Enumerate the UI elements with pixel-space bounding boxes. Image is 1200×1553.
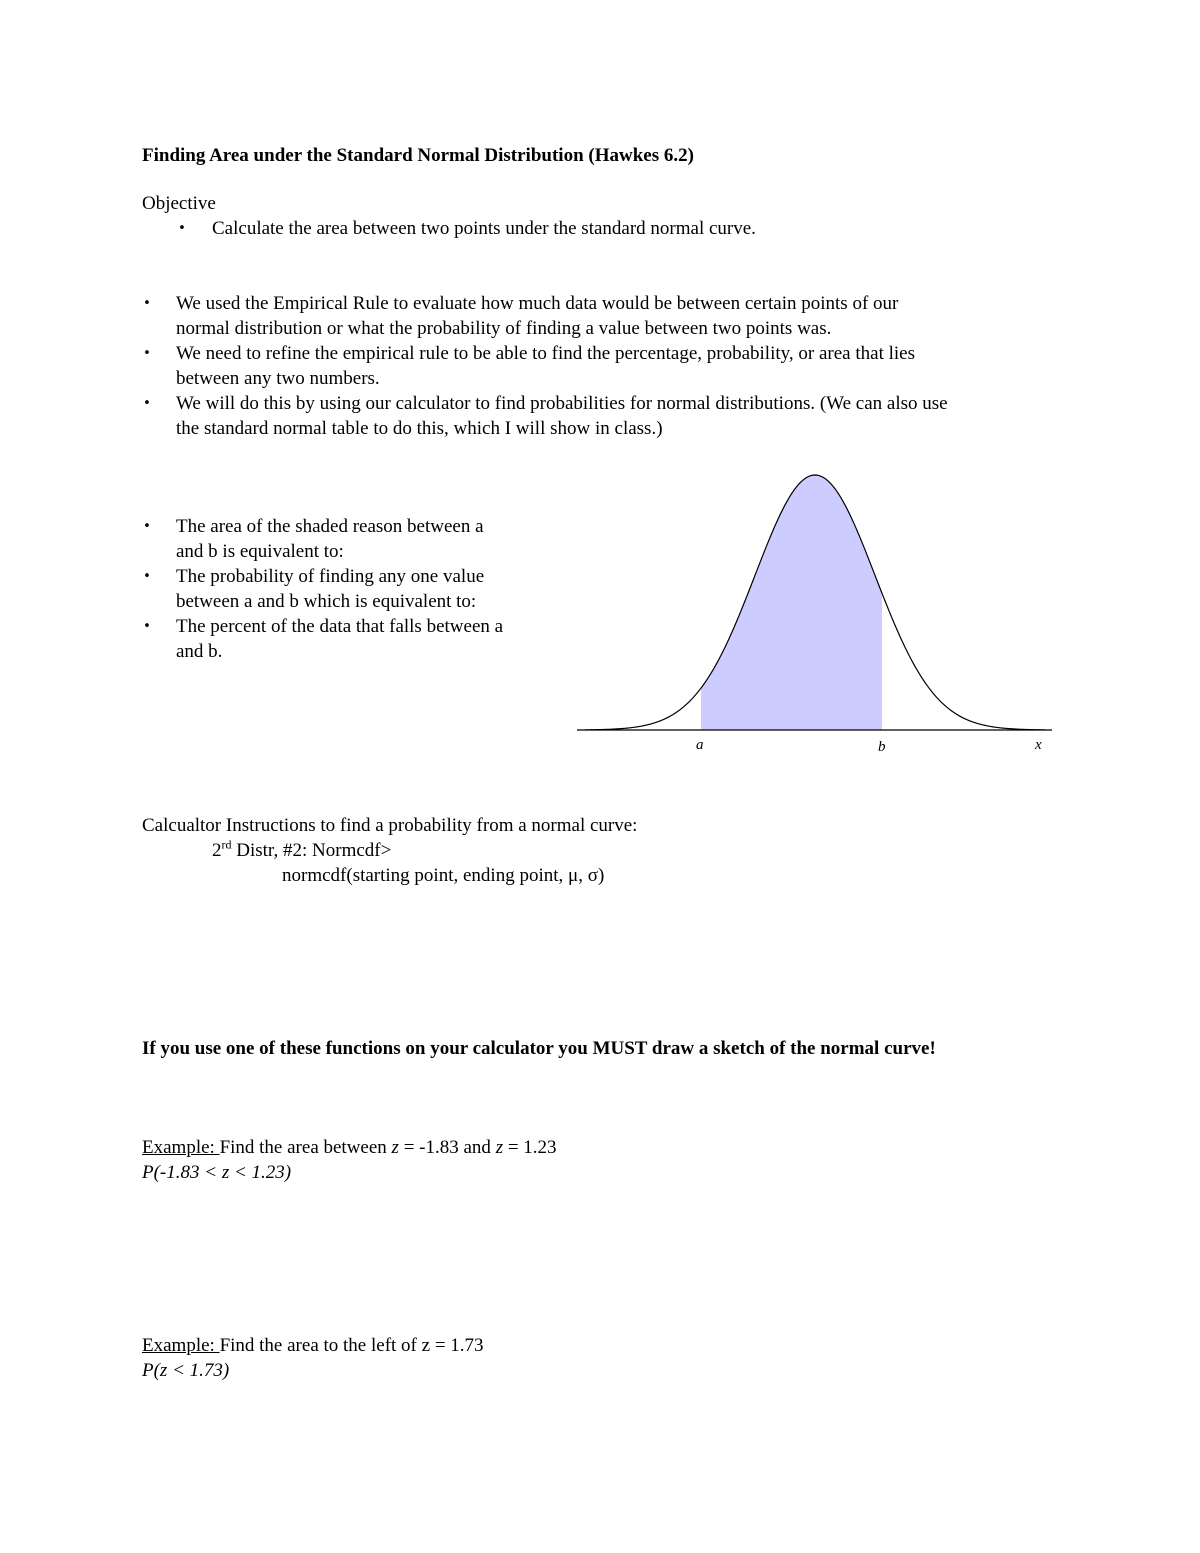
objective-heading: Objective <box>142 193 216 214</box>
step1-superscript: rd <box>221 837 232 852</box>
label-a: a <box>696 737 704 753</box>
objective-item: Calculate the area between two points under the standard normal curve. <box>212 218 756 239</box>
intro-bullet-line: We need to refine the empirical rule to be able to find the percentage, probability, or area that lies <box>176 343 915 364</box>
normal-curve-figure <box>570 465 1060 765</box>
example-label: Example: <box>142 1335 220 1356</box>
intro-bullet-line: We will do this by using our calculator to find probabilities for normal distributions. (We can also use <box>176 393 948 414</box>
calculator-step-2: normcdf(starting point, ending point, μ, σ) <box>282 865 605 886</box>
example-text: Find the area between <box>219 1137 392 1158</box>
example-var: z <box>495 1137 504 1158</box>
area-bullet-line: The probability of finding any one value <box>176 566 485 587</box>
step1-text: Distr, #2: Normcdf> <box>231 840 392 861</box>
calculator-step-1 <box>212 838 391 863</box>
calculator-heading: Calcualtor Instructions to find a probability from a normal curve: <box>142 815 638 836</box>
bullet-icon: • <box>178 221 186 236</box>
label-x: x <box>1035 737 1042 753</box>
area-bullet-line: The area of the shaded reason between a <box>176 516 484 537</box>
bullet-icon: • <box>143 346 151 361</box>
example-var: z <box>391 1137 399 1158</box>
example-label: Example: <box>142 1137 220 1158</box>
label-b: b <box>878 739 886 755</box>
bullet-icon: • <box>143 569 151 584</box>
intro-bullet-line: the standard normal table to do this, which I will show in class.) <box>176 418 663 439</box>
bullet-icon: • <box>143 519 151 534</box>
area-bullet-line: between a and b which is equivalent to: <box>176 591 477 612</box>
example-probability: P(z < 1.73) <box>142 1360 230 1381</box>
example-text: = 1.23 <box>503 1137 557 1158</box>
example-2 <box>142 1333 484 1358</box>
step1-number: 2 <box>212 840 222 861</box>
bullet-icon: • <box>143 396 151 411</box>
area-bullet-line: The percent of the data that falls between a <box>176 616 504 637</box>
intro-bullet-line: between any two numbers. <box>176 368 380 389</box>
example-text: = -1.83 and <box>398 1137 496 1158</box>
area-bullet-line: and b is equivalent to: <box>176 541 344 562</box>
bullet-icon: • <box>143 296 151 311</box>
example-text: Find the area to the left of z = 1.73 <box>219 1335 484 1356</box>
area-bullet-line: and b. <box>176 641 223 662</box>
page-title: Finding Area under the Standard Normal Distribution (Hawkes 6.2) <box>142 145 694 166</box>
bullet-icon: • <box>143 619 151 634</box>
intro-bullet-line: normal distribution or what the probability of finding a value between two points was. <box>176 318 832 339</box>
example-1 <box>142 1135 557 1160</box>
intro-bullet-line: We used the Empirical Rule to evaluate how much data would be between certain points of our <box>176 293 899 314</box>
example-probability: P(-1.83 < z < 1.23) <box>142 1162 292 1183</box>
sketch-warning: If you use one of these functions on your calculator you MUST draw a sketch of the normal curve! <box>142 1038 936 1059</box>
shaded-area <box>701 475 882 730</box>
